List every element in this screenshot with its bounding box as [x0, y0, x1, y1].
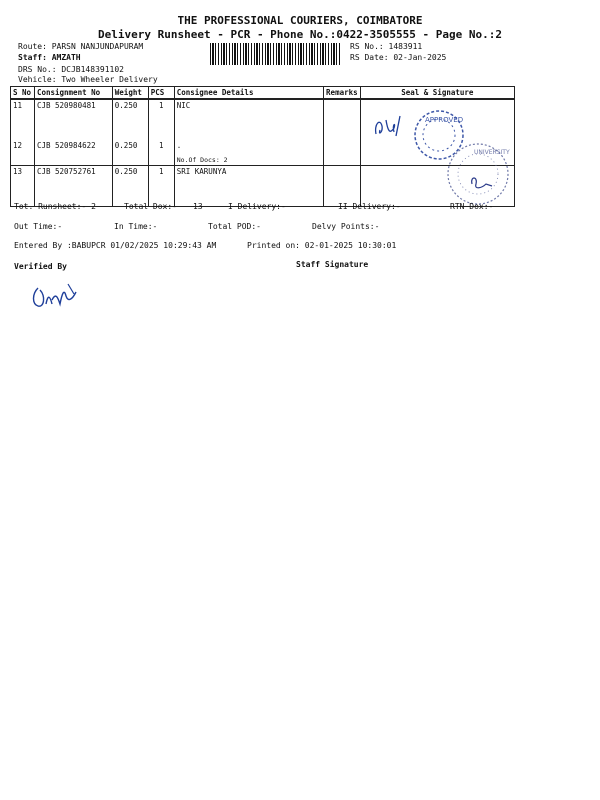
cell-sno: 12	[11, 140, 35, 166]
cell-consignment: CJB 520980481	[34, 99, 112, 140]
header-pcs: PCS	[148, 87, 174, 100]
rs-number: RS No.: 1483911	[350, 42, 423, 51]
cell-remarks	[324, 166, 361, 207]
delivery-points: Delvy Points:-	[312, 222, 380, 231]
staff-text: Staff: AMZATH	[18, 53, 81, 62]
cell-consignee	[174, 140, 323, 166]
header-seal: Seal & Signature	[360, 87, 514, 100]
header-weight: Weight	[112, 87, 148, 100]
staff-signature-label: Staff Signature	[296, 260, 369, 269]
header-consignee: Consignee Details	[174, 87, 323, 100]
cell-sno: 13	[11, 166, 35, 207]
rs-date: RS Date: 02-Jan-2025	[350, 53, 447, 62]
cell-consignee: NIC	[174, 99, 323, 140]
second-delivery: II Delivery:-	[338, 202, 401, 211]
out-time: Out Time:-	[14, 222, 63, 231]
docs-count: No.Of Docs: 2	[176, 156, 228, 164]
stamp-text: APPROVED	[425, 116, 464, 124]
total-runsheet: Tot. Runsheet:- 2	[14, 202, 96, 211]
document-title: THE PROFESSIONAL COURIERS, COIMBATORE	[177, 14, 423, 27]
cell-remarks	[324, 99, 361, 166]
cell-weight: 0.250	[112, 166, 148, 207]
barcode-image	[210, 43, 340, 65]
total-dox-label: Total Dox:-	[124, 202, 177, 211]
in-time: In Time:-	[114, 222, 158, 231]
cell-pcs: 1	[148, 166, 174, 207]
drs-number: DRS No.: DCJB148391102	[18, 65, 124, 74]
header-sno: S No	[11, 87, 35, 100]
consignee-text: .	[176, 141, 182, 150]
handwritten-signature-mark	[370, 112, 410, 142]
first-delivery: I Delivery:-	[228, 202, 286, 211]
entered-by: Entered By :BABUPCR 01/02/2025 10:29:43 AM	[14, 241, 217, 250]
header-remarks: Remarks	[324, 87, 361, 100]
total-pod: Total POD:-	[208, 222, 261, 231]
route-text: Route: PARSN NANJUNDAPURAM	[18, 42, 144, 51]
return-dox: RTN Dox:-	[450, 202, 494, 211]
cell-consignee: SRI KARUNYA	[174, 166, 323, 207]
table-row	[11, 166, 515, 207]
cell-weight: 0.250	[112, 140, 148, 166]
cell-pcs: 1	[148, 99, 174, 140]
table-header-row	[11, 87, 515, 100]
runsheet-subtitle: Delivery Runsheet - PCR - Phone No.:0422-3505555 - Page No.:2	[98, 28, 502, 41]
cell-sno: 11	[11, 99, 35, 140]
seal-stamp	[440, 140, 520, 210]
verified-by-label: Verified By	[14, 262, 67, 271]
vehicle-text: Vehicle: Two Wheeler Delivery	[18, 75, 158, 84]
cell-weight: 0.250	[112, 99, 148, 140]
cell-consignment: CJB 520752761	[34, 166, 112, 207]
verifier-signature	[30, 282, 90, 312]
total-dox-value: 13	[193, 202, 203, 211]
cell-pcs: 1	[148, 140, 174, 166]
printed-on: Printed on: 02-01-2025 10:30:01	[247, 241, 397, 250]
header-consignment: Consignment No	[34, 87, 112, 100]
cell-consignment: CJB 520984622	[34, 140, 112, 166]
stamp-ring-text: UNIVERSITY	[474, 149, 510, 156]
